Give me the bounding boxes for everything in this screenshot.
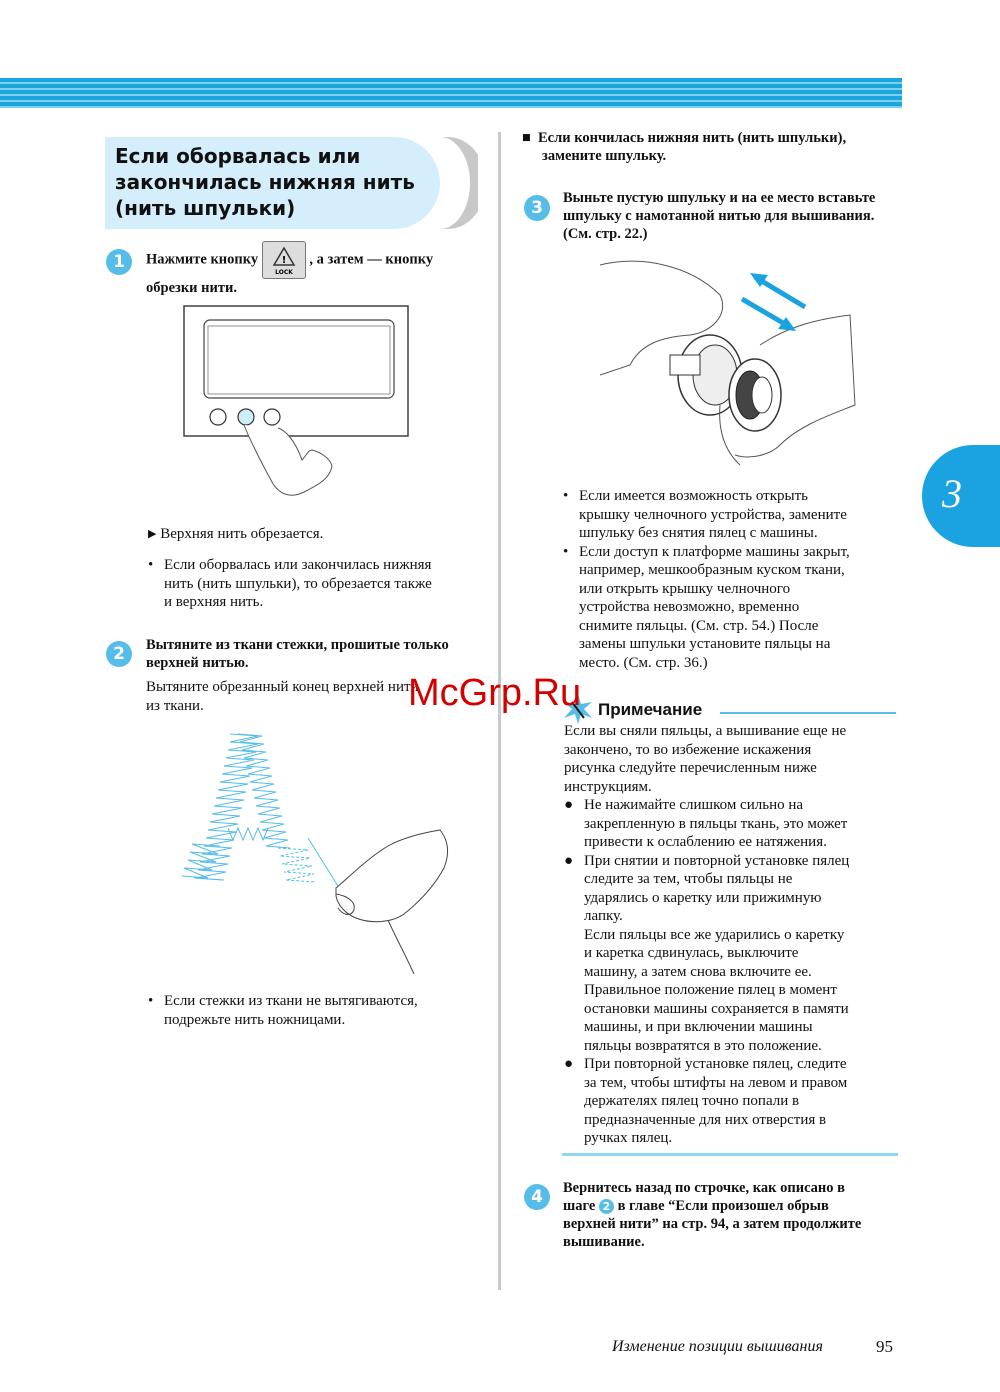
note-item-3: ● При повторной установке пялец, следите за тем, чтобы штифты на левом и правом держателях пялец точно попали в предназначенные для них отверстия в ручках пялец. (564, 1056, 848, 1146)
step1-instruction: Нажмите кнопку ! LOCK , а затем — кнопку обрезки нити. (146, 241, 486, 297)
step-ref-badge: 2 (599, 1199, 614, 1214)
thread-pull-illustration (178, 728, 468, 978)
section-heading-cap (440, 137, 478, 229)
step3-bullets (563, 487, 903, 672)
step-number-1: 1 (106, 249, 132, 275)
step1-bullet: • Если оборвалась или закончилась нижняя нить (нить шпульки), то обрезается также и верхняя нить. (148, 557, 432, 610)
step-number-2: 2 (106, 641, 132, 667)
note-list (564, 796, 900, 1148)
note-item-1: ● Не нажимайте слишком сильно на закрепленную в пяльцы ткань, это может привести к ослаблению ее натяжения. (564, 797, 848, 850)
step3-title: Выньте пустую шпульку и на ее место вставьте шпульку с намотанной нитью для вышивания. (См. стр. 22.) (563, 190, 876, 242)
svg-text:!: ! (281, 255, 287, 266)
bullet-dot-icon: ● (564, 1056, 574, 1072)
bullet-dot-icon: ● (564, 852, 574, 869)
note-bottom-rule (562, 1153, 898, 1156)
note-title: Примечание (598, 700, 703, 719)
step2-title: Вытяните из ткани стежки, прошитые только верхней нитью. (146, 637, 449, 671)
note-intro: Если вы сняли пяльцы, а вышивание еще не закончено, то во избежение искажения рисунка следуйте перечисленным ниже инструкциям. (564, 723, 847, 795)
page-number: 95 (876, 1337, 893, 1356)
step-number-3: 3 (524, 195, 550, 221)
right-intro: ■ Если кончилась нижняя нить (нить шпульки), замените шпульку. (522, 130, 847, 164)
watermark: McGrp.Ru (408, 672, 582, 714)
bobbin-replacement-illustration (600, 255, 860, 475)
step2-bullet: • Если стежки из ткани не вытягиваются, подрежьте нить ножницами. (148, 993, 418, 1028)
note-item-2: ● При снятии и повторной установке пялец следите за тем, чтобы пяльцы не ударялись о каретку или прижимную лапку. Если пяльцы все же ударились о каретку и каретка сдвинулась, выключите машину, а затем снова включите ее. Правильное положение пялец в момент остановки машины сохраняется в памяти машины, и при включении машины пяльцы возвратятся в это положение. (564, 852, 850, 1054)
footer-title: Изменение позиции вышивания (612, 1338, 823, 1355)
note-title-rule (720, 712, 896, 714)
step3-bullet-1: • Если имеется возможность открыть крышку челночного устройства, замените шпульку без снятия пялец с машины. (563, 488, 847, 541)
step1-result: ▶ Верхняя нить обрезается. (148, 526, 324, 542)
step3-bullet-2: • Если доступ к платформе машины закрыт, например, мешкообразным куском ткани, или открыть крышку челночного устройства невозможно, временно снимите пяльцы. (См. стр. 54.) После замены шпульки установите пяльцы на место. (См. стр. 36.) (563, 543, 850, 671)
step-number-4: 4 (524, 1184, 550, 1210)
square-bullet-icon: ■ (522, 130, 531, 146)
chapter-number: 3 (942, 471, 962, 516)
section-title: Если оборвалась или закончилась нижняя нить (нить шпульки) (115, 144, 415, 220)
result-arrow-icon: ▶ (148, 528, 157, 540)
step4-text: Вернитесь назад по строчке, как описано в шаге 2 в главе “Если произошел обрыв верхней нити” на стр. 94, а затем продолжите вышивание. (563, 1180, 862, 1250)
svg-text:LOCK: LOCK (274, 269, 293, 276)
header-stripe-bar (0, 78, 902, 108)
control-panel-illustration (180, 300, 412, 500)
lock-button-icon (262, 241, 306, 279)
bullet-dot-icon: ● (564, 797, 574, 813)
step2-body: Вытяните обрезанный конец верхней нити из ткани. (146, 679, 419, 714)
